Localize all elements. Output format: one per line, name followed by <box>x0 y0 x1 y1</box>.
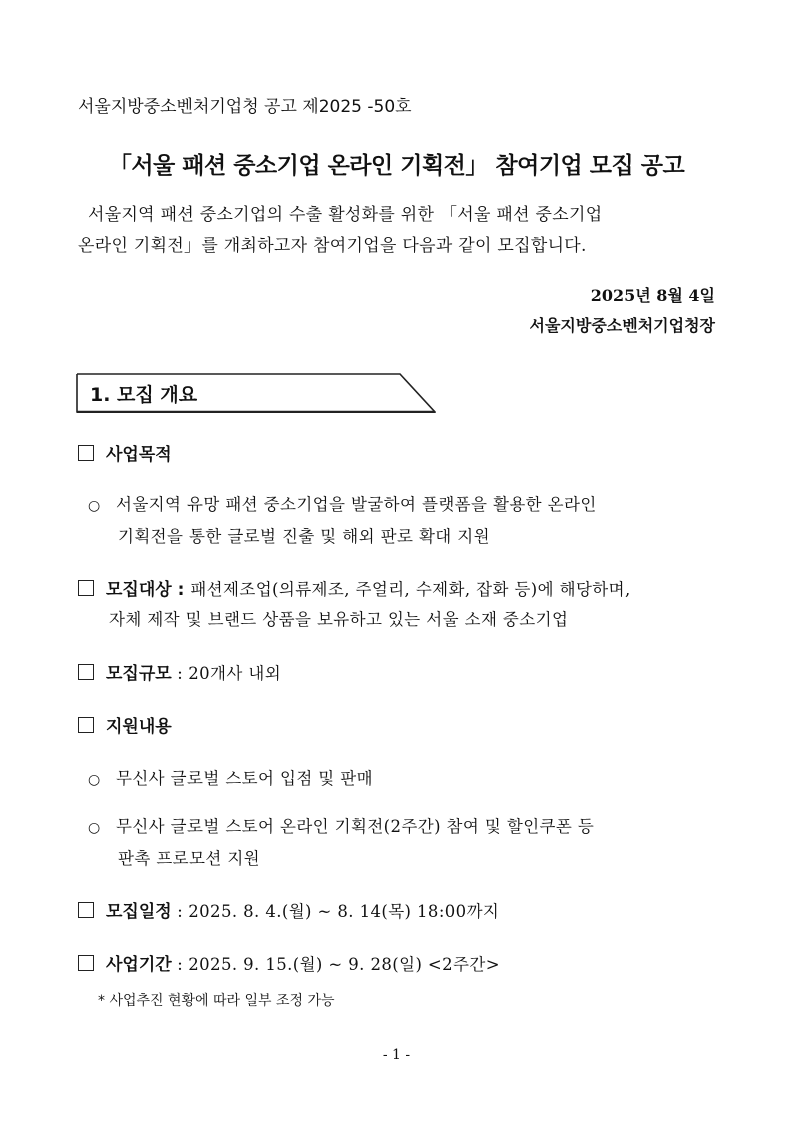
document-title: 「서울 패션 중소기업 온라인 기획전」 참여기업 모집 공고 <box>108 153 685 179</box>
period-label: 사업기간 <box>106 955 172 975</box>
target-label: 모집대상 <box>106 580 172 600</box>
support-heading <box>78 712 172 737</box>
purpose-bullet <box>88 491 597 515</box>
checkbox-symbol <box>78 664 94 680</box>
purpose-bullet-continuation: 기획전을 통한 글로벌 진출 및 해외 판로 확대 지원 <box>118 527 490 546</box>
schedule-heading <box>78 897 499 922</box>
checkbox-symbol <box>78 717 94 733</box>
purpose-bullet-text: 서울지역 유망 패션 중소기업을 발굴하여 플랫폼을 활용한 온라인 <box>116 495 597 514</box>
support-bullet-2 <box>88 813 594 837</box>
period-note: * 사업추진 현황에 따라 일부 조정 가능 <box>98 993 335 1009</box>
target-separator: : <box>171 580 191 600</box>
notice-date: 2025년 8월 4일 <box>590 286 715 305</box>
schedule-value: 2025. 8. 4.(월) ~ 8. 14(목) 18:00까지 <box>188 902 500 921</box>
period-separator: : <box>171 955 189 975</box>
schedule-separator: : <box>171 902 189 922</box>
target-heading <box>78 575 631 600</box>
checkbox-symbol <box>78 445 94 461</box>
support-label: 지원내용 <box>106 717 172 737</box>
period-value: 2025. 9. 15.(월) ~ 9. 28(일) <2주간> <box>188 955 500 974</box>
notice-number: 서울지방중소벤처기업청 공고 제2025 -50호 <box>78 97 412 117</box>
scale-label: 모집규모 <box>106 664 172 684</box>
support-item-2: 무신사 글로벌 스토어 온라인 기획전(2주간) 참여 및 할인쿠폰 등 <box>116 817 595 836</box>
purpose-label: 사업목적 <box>106 445 172 465</box>
issuer-name: 서울지방중소벤처기업청장 <box>529 316 715 335</box>
period-heading <box>78 950 500 975</box>
target-text: 패션제조업(의류제조, 주얼리, 수제화, 잡화 등)에 해당하며, <box>190 580 631 599</box>
target-continuation: 자체 제작 및 브랜드 상품을 보유하고 있는 서울 소재 중소기업 <box>109 610 569 629</box>
checkbox-symbol <box>78 902 94 918</box>
support-item-1: 무신사 글로벌 스토어 입점 및 판매 <box>116 769 373 788</box>
scale-value: 20개사 내외 <box>188 664 282 683</box>
support-item-2-continuation: 판촉 프로모션 지원 <box>118 849 261 868</box>
intro-line-2: 온라인 기획전」를 개최하고자 참여기업을 다음과 같이 모집합니다. <box>78 236 587 256</box>
support-bullet-1 <box>88 765 373 789</box>
bullet-icon: ○ <box>88 820 101 836</box>
purpose-heading <box>78 440 172 465</box>
page-number: - 1 - <box>382 1047 411 1063</box>
intro-line-1: 서울지역 패션 중소기업의 수출 활성화를 위한 「서울 패션 중소기업 <box>88 205 603 225</box>
checkbox-symbol <box>78 955 94 971</box>
scale-separator: : <box>171 664 189 684</box>
section-title: 1. 모집 개요 <box>90 384 198 406</box>
checkbox-symbol <box>78 580 94 596</box>
scale-heading <box>78 659 281 684</box>
schedule-label: 모집일정 <box>106 902 172 922</box>
bullet-icon: ○ <box>88 772 101 788</box>
bullet-icon: ○ <box>88 498 101 514</box>
